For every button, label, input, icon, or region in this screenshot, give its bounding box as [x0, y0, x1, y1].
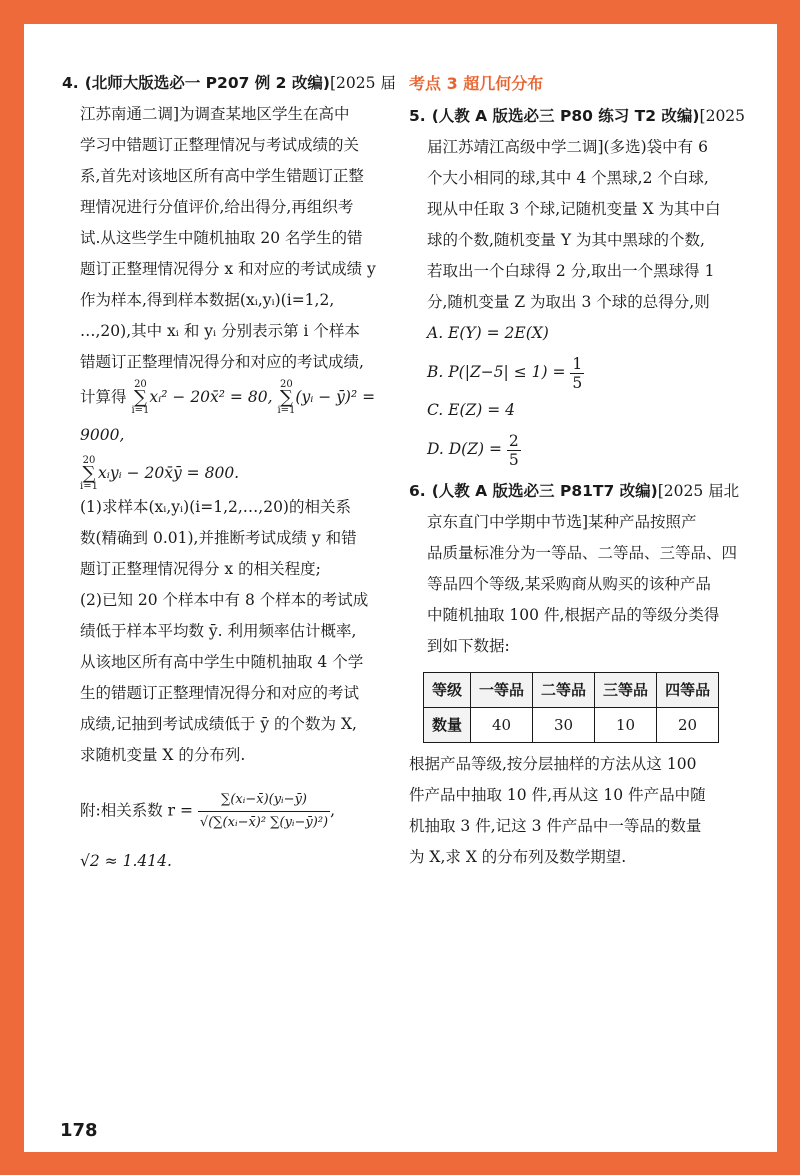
q4-line-3: 系,首先对该地区所有高中学生错题订正整	[80, 167, 364, 185]
q4-part1-line-1: 数(精确到 0.01),并推断考试成绩 y 和错	[80, 529, 357, 547]
q4-part1-line-0: (1)求样本(xᵢ,yᵢ)(i=1,2,…,20)的相关系	[80, 498, 351, 516]
q4-number: 4.	[62, 74, 79, 92]
q4-part2-line-3: 生的错题订正整理情况得分和对应的考试	[80, 684, 360, 702]
q4-calc-3: xᵢyᵢ − 20x̄ȳ = 800.	[97, 464, 240, 482]
q4-calc-2: (yᵢ − ȳ)² = 9000,	[80, 388, 376, 444]
table-header-cell: 四等品	[657, 673, 719, 708]
q5-number: 5.	[409, 107, 426, 125]
q5-option-d	[427, 426, 754, 472]
correlation-formula	[198, 789, 330, 834]
fraction-numerator: 2	[508, 431, 519, 450]
q5-line-1: 届江苏靖江高级中学二调](多选)袋中有 6	[427, 138, 708, 156]
q4-calc-line-2	[80, 454, 408, 492]
q4-part2-line-4: 成绩,记抽到考试成绩低于 ȳ 的个数为 X,	[80, 715, 357, 733]
table-cell: 数量	[424, 708, 471, 743]
q6-line-5: 到如下数据:	[427, 637, 510, 655]
q6-number: 6.	[409, 482, 426, 500]
page-sheet	[24, 24, 777, 1152]
q4-line-1: 江苏南通二调]为调查某地区学生在高中	[80, 105, 350, 123]
sum-upper: 20	[280, 379, 293, 390]
q5-option-b	[427, 349, 754, 395]
sum-lower: i=1	[131, 405, 150, 416]
q5-line-6: 分,随机变量 Z 为取出 3 个球的总得分,则	[427, 293, 710, 311]
fraction-denominator: 5	[572, 373, 583, 392]
q4-line-6: 题订正整理情况得分 x 和对应的考试成绩 y	[80, 260, 376, 278]
q5-option-c: C. E(Z) = 4	[427, 401, 516, 419]
fraction-numerator: 1	[572, 354, 583, 373]
q4-line-4: 理情况进行分值评价,给出得分,再组织考	[80, 198, 354, 216]
q4-line-2: 学习中错题订正整理情况与考试成绩的关	[80, 136, 360, 154]
q6-body	[409, 507, 754, 662]
sum-symbol	[131, 380, 149, 416]
table-header-cell: 等级	[424, 673, 471, 708]
q4-line-7: 作为样本,得到样本数据(xᵢ,yᵢ)(i=1,2,	[80, 291, 335, 309]
formula-numerator-text: ∑(xᵢ−x̄)(yᵢ−ȳ)	[221, 792, 307, 807]
q5-line-2: 个大小相同的球,其中 4 个黑球,2 个白球,	[427, 169, 709, 187]
q5-option-a: A. E(Y) = 2E(X)	[427, 324, 549, 342]
formula-denominator	[198, 812, 330, 834]
q6-line-4: 中随机抽取 100 件,根据产品的等级分类得	[427, 606, 720, 624]
fraction-denominator: 5	[508, 450, 519, 469]
q5-header	[409, 101, 754, 132]
q4-part2-line-1: 绩低于样本平均数 ȳ. 利用频率估计概率,	[80, 622, 357, 640]
appendix-tail: ,	[330, 801, 336, 820]
table-cell: 10	[595, 708, 657, 743]
q5-line-5: 若取出一个白球得 2 分,取出一个黑球得 1	[427, 262, 715, 280]
q5-line-4: 球的个数,随机变量 Y 为其中黑球的个数,	[427, 231, 705, 249]
q4-line-8: …,20),其中 xᵢ 和 yᵢ 分别表示第 i 个样本	[80, 322, 360, 340]
table-row	[424, 708, 719, 743]
q6-after-line-3: 为 X,求 X 的分布列及数学期望.	[409, 848, 627, 866]
q6-line-0: [2025 届北	[657, 482, 740, 500]
left-column	[62, 68, 408, 877]
q5-option-d-text: D. D(Z) =	[427, 440, 502, 458]
q5-option-b-text: B. P(|Z−5| ≤ 1) =	[427, 363, 566, 381]
formula-denominator-text: √(∑(xᵢ−x̄)² ∑(yᵢ−ȳ)²)	[199, 815, 329, 830]
q4-line-9: 错题订正整理情况得分和对应的考试成绩,	[80, 353, 364, 371]
sigma-glyph: ∑	[134, 387, 147, 408]
q4-part2-line-0: (2)已知 20 个样本中有 8 个样本的考试成	[80, 591, 369, 609]
q6-header	[409, 476, 754, 507]
q4-part2-line-5: 求随机变量 X 的分布列.	[80, 746, 246, 764]
page-number: 178	[60, 1120, 98, 1141]
q4-part2-line-2: 从该地区所有高中学生中随机抽取 4 个学	[80, 653, 364, 671]
q4-line-5: 试.从这些学生中随机抽取 20 名学生的错	[80, 229, 363, 247]
table-header-cell: 三等品	[595, 673, 657, 708]
q6-after-line-1: 件产品中抽取 10 件,再从这 10 件产品中随	[409, 786, 706, 804]
q5-option-b-fraction	[570, 355, 584, 392]
sum-lower: i=1	[277, 405, 296, 416]
q4-body	[62, 99, 408, 877]
q4-line-0: [2025 届	[329, 74, 396, 92]
q5-line-0: [2025	[699, 107, 746, 125]
q4-header	[62, 68, 408, 99]
q4-calc-line-1	[80, 378, 408, 454]
grade-table	[423, 672, 719, 743]
q6-after	[409, 749, 754, 873]
q5-body	[409, 132, 754, 472]
table-header-cell: 二等品	[533, 673, 595, 708]
sum-upper: 20	[82, 455, 96, 466]
q4-source: (北师大版选必一 P207 例 2 改编)	[84, 74, 330, 92]
table-header-row	[424, 673, 719, 708]
table-header-cell: 一等品	[471, 673, 533, 708]
right-column	[409, 68, 754, 873]
q6-after-line-2: 机抽取 3 件,记这 3 件产品中一等品的数量	[409, 817, 702, 835]
appendix-label: 附:相关系数 r =	[80, 801, 193, 820]
sigma-glyph: ∑	[279, 387, 293, 408]
q6-after-line-0: 根据产品等级,按分层抽样的方法从这 100	[409, 755, 697, 773]
q6-line-3: 等品四个等级,某采购商从购买的该种产品	[427, 575, 711, 593]
table-cell: 40	[471, 708, 533, 743]
sum-symbol	[80, 456, 98, 492]
q4-calc-1: xᵢ² − 20x̄² = 80,	[149, 388, 273, 406]
q4-calc-prefix: 计算得	[80, 388, 127, 406]
sum-upper: 20	[134, 379, 147, 390]
table-cell: 20	[657, 708, 719, 743]
q6-line-2: 品质量标准分为一等品、二等品、三等品、四	[427, 544, 738, 562]
q6-source: (人教 A 版选必三 P81T7 改编)	[431, 482, 658, 500]
q5-line-3: 现从中任取 3 个球,记随机变量 X 为其中白	[427, 200, 721, 218]
q5-source: (人教 A 版选必三 P80 练习 T2 改编)	[431, 107, 700, 125]
q4-appendix	[80, 789, 408, 834]
sum-lower: i=1	[80, 481, 98, 492]
formula-numerator	[198, 789, 330, 812]
q5-option-d-fraction	[507, 432, 521, 469]
q4-part1-line-2: 题订正整理情况得分 x 的相关程度;	[80, 560, 321, 578]
section-title-3: 考点 3 超几何分布	[409, 74, 544, 93]
sqrt2-approx: √2 ≈ 1.414.	[80, 852, 172, 870]
sum-symbol	[277, 380, 295, 416]
sigma-glyph: ∑	[82, 463, 96, 484]
q6-line-1: 京东直门中学期中节选]某种产品按照产	[427, 513, 697, 531]
table-cell: 30	[533, 708, 595, 743]
